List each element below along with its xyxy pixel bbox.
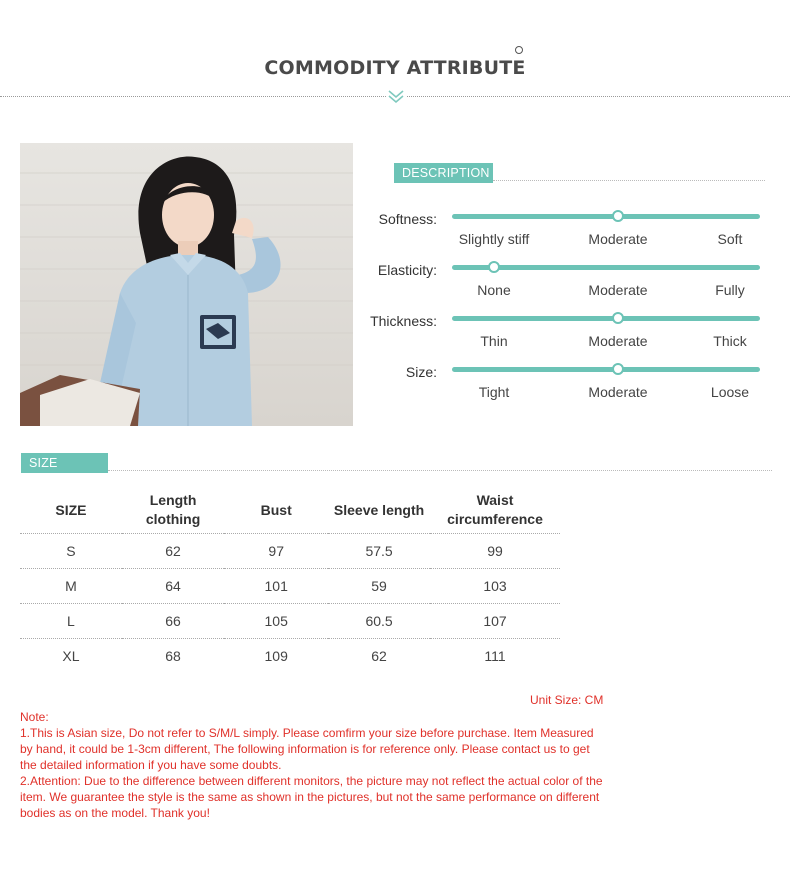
table-cell: 59: [328, 568, 430, 603]
thickness-option-1: Thin: [480, 333, 508, 349]
size-table: [20, 488, 560, 673]
table-cell: 62: [122, 533, 224, 568]
table-row: [20, 603, 560, 638]
thickness-option-3: Thick: [713, 333, 747, 349]
elasticity-knob: [488, 261, 500, 273]
table-cell: S: [20, 533, 122, 568]
header-size: SIZE: [20, 488, 122, 533]
table-row: [20, 638, 560, 673]
thickness-label: Thickness:: [370, 313, 437, 329]
table-row: [20, 568, 560, 603]
size-filter-divider: [108, 470, 772, 471]
table-cell: XL: [62, 647, 80, 664]
size-option-2: Moderate: [588, 384, 648, 400]
note-line-1: 1.This is Asian size, Do not refer to S/M/L simply. Please comfirm your size before purchase. Item Measured by hand, it could be 1-3cm different, The following information is for reference only. Please contact us to get the detailed information if you have some doubts.: [20, 726, 594, 772]
description-tag: DESCRIPTION: [394, 163, 493, 183]
table-cell: 60.5: [328, 603, 430, 638]
page-title: COMMODITY ATTRIBUTE: [264, 57, 526, 79]
elasticity-label: Elasticity:: [377, 262, 437, 278]
chevron-down-icon: [386, 88, 406, 106]
table-header-row: [20, 488, 560, 533]
header-waist: Waist circumference: [430, 488, 560, 533]
size-filter-tag: SIZE FILTER: [21, 453, 108, 473]
thickness-option-2: Moderate: [588, 333, 648, 349]
table-cell: L: [20, 603, 122, 638]
degree-dot-icon: [515, 46, 523, 54]
table-cell: 101: [224, 568, 328, 603]
softness-option-2: Moderate: [588, 231, 648, 247]
table-cell: 62: [371, 647, 387, 664]
softness-label: Softness:: [378, 211, 437, 227]
elasticity-option-2: Moderate: [588, 282, 648, 298]
header-length: Length clothing: [122, 488, 224, 533]
table-cell: 99: [430, 533, 560, 568]
size-label: Size:: [405, 364, 437, 380]
table-cell: 103: [430, 568, 560, 603]
thickness-track: [452, 316, 760, 321]
table-cell: 105: [224, 603, 328, 638]
notes-block: [20, 709, 605, 821]
size-option-1: Tight: [478, 384, 510, 400]
note-title: Note:: [20, 710, 49, 724]
table-row: [20, 533, 560, 568]
thickness-knob: [612, 312, 624, 324]
table-cell: 107: [430, 603, 560, 638]
elasticity-option-3: Fully: [715, 282, 745, 298]
table-cell: 97: [224, 533, 328, 568]
table-cell: 111: [484, 647, 506, 664]
softness-track: [452, 214, 760, 219]
size-option-3: Loose: [710, 384, 750, 400]
softness-option-3: Soft: [717, 231, 743, 247]
softness-knob: [612, 210, 624, 222]
product-photo: [20, 143, 353, 426]
description-divider: [493, 180, 765, 181]
table-cell: 57.5: [328, 533, 430, 568]
size-track: [452, 367, 760, 372]
table-cell: M: [20, 568, 122, 603]
elasticity-option-1: None: [477, 282, 511, 298]
header-sleeve: Sleeve length: [328, 488, 430, 533]
header-bust: Bust: [224, 488, 328, 533]
table-cell: 66: [122, 603, 224, 638]
size-knob: [612, 363, 624, 375]
note-line-2: 2.Attention: Due to the difference between different monitors, the picture may not reflect the actual color of the item. We guarantee the style is the same as shown in the pictures, but not the same performance on different bodies as on the model. Thank you!: [20, 774, 603, 820]
table-cell: 68: [165, 647, 181, 664]
unit-size-note: Unit Size: CM: [530, 693, 604, 707]
table-cell: 64: [122, 568, 224, 603]
table-cell: 109: [264, 647, 288, 664]
softness-option-1: Slightly stiff: [458, 231, 530, 247]
